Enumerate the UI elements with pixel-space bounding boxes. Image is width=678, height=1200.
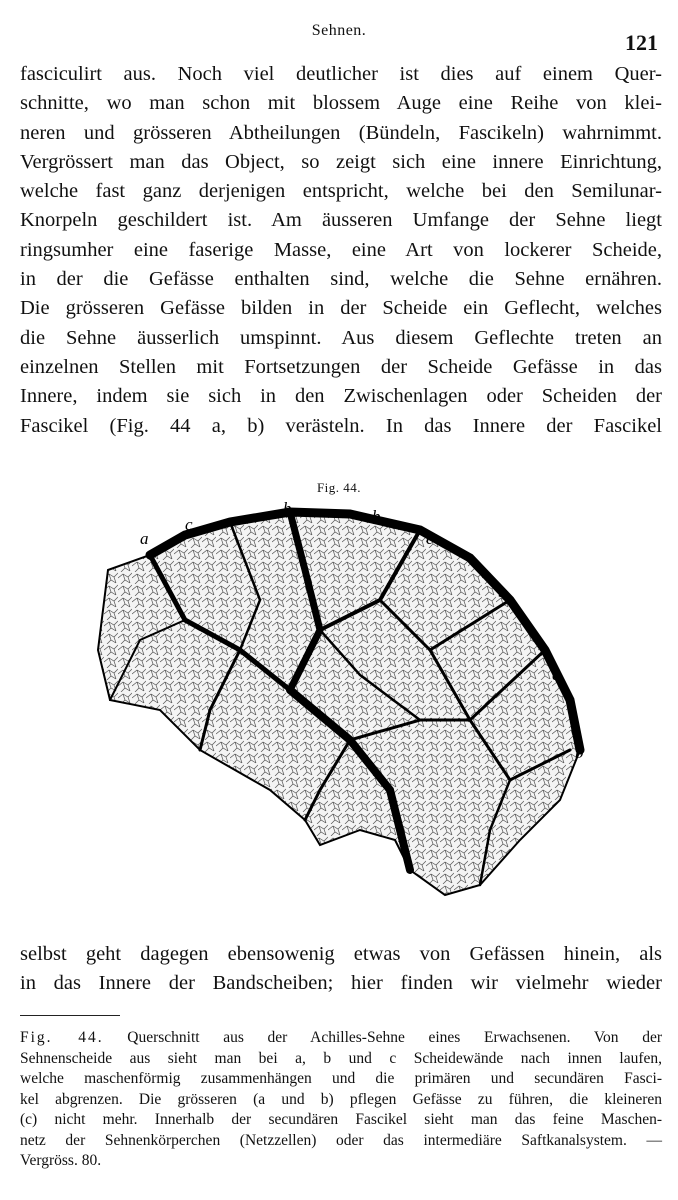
figure-letter: a [390, 865, 399, 884]
footnote-line: Fig. 44. Querschnitt aus der Achilles-Sehne eines Erwachsenen. Von der [20, 1029, 662, 1046]
text-line: die Sehne äusserlich umspinnt. Aus diesem Geflechte treten an [20, 326, 662, 349]
text-line: in das Innere der Bandscheiben; hier finden wir vielmehr wieder [20, 972, 662, 995]
text-line: selbst geht dagegen ebensowenig etwas von Gefässen hinein, als [20, 943, 662, 965]
figure-letter: b [498, 582, 507, 601]
tendon-cross-section-drawing [90, 500, 600, 910]
figure-letter: b [575, 743, 584, 762]
text-line: Die grösseren Gefässe bilden in der Scheide ein Geflecht, welches [20, 297, 662, 320]
footnote-line: Vergröss. 80. [20, 1152, 102, 1169]
footnote-line: welche maschenförmig zusammenhängen und die primären und secundären Fasci- [20, 1070, 662, 1087]
figure-letter: b [283, 500, 292, 518]
figure-illustration [90, 500, 600, 910]
running-head: Sehnen. [311, 22, 367, 39]
text-line: Vergrössert man das Object, so zeigt sich eine innere Einrichtung, [20, 150, 662, 173]
footnote-rule [20, 1015, 120, 1016]
figure-letter: c [426, 529, 434, 548]
figure-letter: a [140, 529, 149, 548]
footnote-line: Sehnenscheide aus sieht man bei a, b und c Scheidewände nach innen laufen, [20, 1049, 662, 1067]
footnote [20, 1028, 662, 1172]
footnote-line: kel abgrenzen. Die grösseren (a und b) pflegen Gefässe zu führen, die kleineren [20, 1090, 662, 1108]
text-line: Fascikel (Fig. 44 a, b) verästeln. In das Innere der Fascikel [20, 414, 662, 437]
text-line: Knorpeln geschildert ist. Am äusseren Umfange der Sehne liegt [20, 209, 662, 232]
body-text-bottom [20, 940, 662, 999]
footnote-line: (c) nicht mehr. Innerhalb der secundären Fascikel sieht man das feine Maschen- [20, 1111, 662, 1128]
figure-letter: b [372, 507, 381, 526]
page-number: 121 [625, 30, 658, 55]
text-line: einzelnen Stellen mit Fortsetzungen der Scheide Gefässe in das [20, 355, 662, 378]
figure-letter: c [552, 665, 560, 684]
body-text-top [20, 60, 662, 441]
footnote-line: netz der Sehnenkörperchen (Netzzellen) oder das intermediäre Saftkanalsystem. — [20, 1131, 662, 1149]
text-line: Innere, indem sie sich in den Zwischenlagen oder Scheiden der [20, 385, 662, 408]
text-line: ringsumher eine faserige Masse, eine Art von lockerer Scheide, [20, 238, 662, 261]
text-line: fasciculirt aus. Noch viel deutlicher ist dies auf einem Quer- [20, 63, 662, 85]
figure-label: Fig. 44. [316, 480, 362, 495]
tissue-outline [98, 512, 580, 895]
text-line: in der die Gefässe enthalten sind, welche die Sehne ernähren. [20, 268, 662, 291]
figure-letter: c [185, 515, 193, 534]
text-line: welche fast ganz derjenigen entspricht, welche bei den Semilunar- [20, 180, 662, 203]
text-line: schnitte, wo man schon mit blossem Auge eine Reihe von klei- [20, 92, 662, 115]
footnote-label: Fig. 44. [20, 1029, 104, 1046]
text-line: neren und grösseren Abtheilungen (Bündeln, Fascikeln) wahrnimmt. [20, 121, 662, 144]
